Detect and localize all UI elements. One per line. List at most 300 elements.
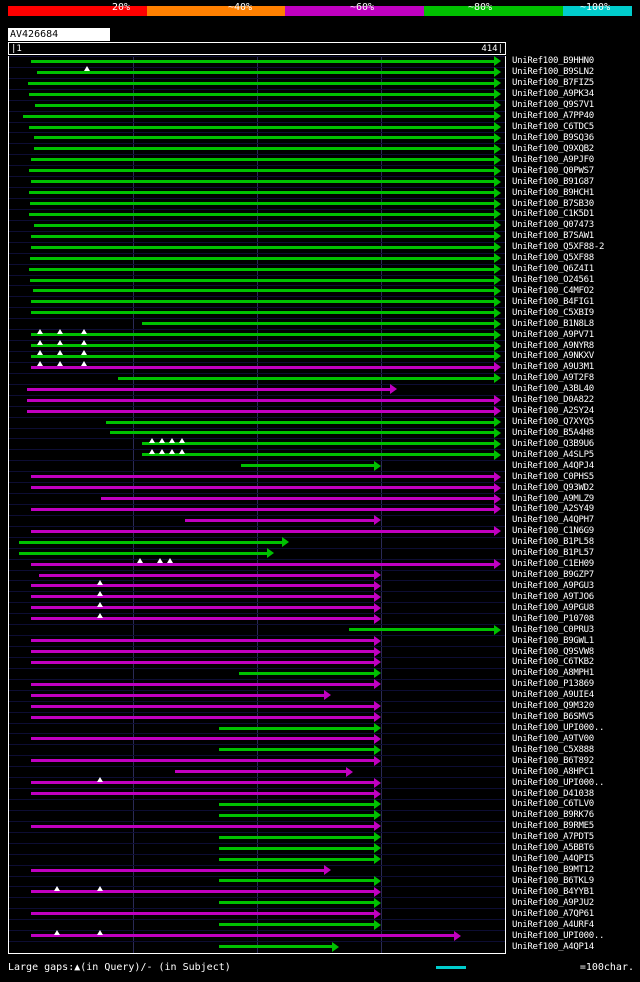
- hit-label[interactable]: UniRef100_A9TV00: [512, 733, 594, 744]
- alignment-bar[interactable]: [34, 224, 494, 227]
- alignment-bar[interactable]: [31, 508, 494, 511]
- row-separator: [9, 668, 505, 669]
- alignment-arrowhead: [374, 679, 381, 689]
- row-separator: [9, 154, 505, 155]
- alignment-bar[interactable]: [219, 923, 374, 926]
- hit-label[interactable]: UniRef100_A9MLZ9: [512, 493, 594, 504]
- scale-bar: [436, 966, 466, 969]
- row-separator: [9, 733, 505, 734]
- alignment-bar[interactable]: [349, 628, 494, 631]
- hit-label[interactable]: UniRef100_A4URF4: [512, 919, 594, 930]
- row-separator: [9, 242, 505, 243]
- alignment-bar[interactable]: [219, 748, 374, 751]
- alignment-arrowhead: [494, 297, 501, 307]
- row-separator: [9, 100, 505, 101]
- hit-label[interactable]: UniRef100_A9PJF0: [512, 154, 594, 165]
- alignment-arrowhead: [494, 89, 501, 99]
- gap-marker-icon: [159, 449, 165, 454]
- alignment-bar[interactable]: [29, 93, 494, 96]
- hit-label[interactable]: UniRef100_B9GWL1: [512, 635, 594, 646]
- hit-label[interactable]: UniRef100_Q93WD2: [512, 482, 594, 493]
- row-separator: [9, 165, 505, 166]
- alignment-bar[interactable]: [31, 737, 374, 740]
- hit-label[interactable]: UniRef100_B7SB30: [512, 198, 594, 209]
- alignment-arrowhead: [494, 231, 501, 241]
- alignment-bar[interactable]: [33, 289, 494, 292]
- hit-label[interactable]: UniRef100_Q5XF88: [512, 253, 594, 264]
- row-separator: [9, 580, 505, 581]
- row-separator: [9, 78, 505, 79]
- row-separator: [9, 657, 505, 658]
- hit-label-column: [512, 56, 638, 954]
- hit-label[interactable]: UniRef100_B9HHN0: [512, 56, 594, 67]
- alignment-bar[interactable]: [219, 836, 374, 839]
- hit-label[interactable]: UniRef100_A2SY24: [512, 406, 594, 417]
- gap-marker-icon: [81, 340, 87, 345]
- row-separator: [9, 373, 505, 374]
- alignment-arrowhead: [494, 406, 501, 416]
- alignment-arrowhead: [494, 286, 501, 296]
- hit-label[interactable]: UniRef100_C0PRU3: [512, 624, 594, 635]
- row-separator: [9, 930, 505, 931]
- alignment-arrowhead: [374, 778, 381, 788]
- alignment-bar[interactable]: [29, 191, 494, 194]
- alignment-bar[interactable]: [31, 912, 374, 915]
- alignment-bar[interactable]: [31, 683, 374, 686]
- alignment-bar[interactable]: [31, 792, 374, 795]
- alignment-arrowhead: [494, 253, 501, 263]
- gap-marker-icon: [179, 438, 185, 443]
- alignment-arrowhead: [332, 942, 339, 952]
- hit-label[interactable]: UniRef100_B4YYB1: [512, 886, 594, 897]
- hit-label[interactable]: UniRef100_B1N8L8: [512, 318, 594, 329]
- alignment-bar[interactable]: [31, 617, 374, 620]
- hit-label[interactable]: UniRef100_B7FIZ5: [512, 78, 594, 89]
- alignment-bar[interactable]: [31, 869, 324, 872]
- alignment-arrowhead: [494, 177, 501, 187]
- alignment-bar[interactable]: [19, 541, 282, 544]
- alignment-bar[interactable]: [175, 770, 346, 773]
- hit-label[interactable]: UniRef100_UPI000..: [512, 777, 605, 788]
- alignment-bar[interactable]: [219, 727, 374, 730]
- alignment-arrowhead: [494, 472, 501, 482]
- alignment-arrowhead: [494, 155, 501, 165]
- alignment-bar[interactable]: [31, 759, 374, 762]
- alignment-bar[interactable]: [31, 705, 374, 708]
- hit-label[interactable]: UniRef100_B9GZP7: [512, 570, 594, 581]
- legend-segment-2: [147, 6, 216, 16]
- hit-label[interactable]: UniRef100_B6T892: [512, 755, 594, 766]
- alignment-bar[interactable]: [27, 399, 494, 402]
- identity-legend: [8, 6, 632, 16]
- alignment-bar[interactable]: [239, 672, 374, 675]
- alignment-arrowhead: [374, 570, 381, 580]
- alignment-bar[interactable]: [31, 563, 494, 566]
- hit-label[interactable]: UniRef100_Q7XYQ5: [512, 417, 594, 428]
- alignment-bar[interactable]: [31, 311, 494, 314]
- hit-label[interactable]: UniRef100_A9NKXV: [512, 351, 594, 362]
- gap-marker-icon: [81, 361, 87, 366]
- hit-label[interactable]: UniRef100_B4FIG1: [512, 296, 594, 307]
- hit-label[interactable]: UniRef100_Q9M320: [512, 701, 594, 712]
- alignment-arrowhead: [494, 373, 501, 383]
- hit-label[interactable]: UniRef100_D0A822: [512, 395, 594, 406]
- hit-label[interactable]: UniRef100_Q9S7V1: [512, 100, 594, 111]
- row-separator: [9, 591, 505, 592]
- row-separator: [9, 471, 505, 472]
- row-separator: [9, 428, 505, 429]
- alignment-bar[interactable]: [219, 847, 374, 850]
- legend-label-2: ~60%: [350, 2, 375, 13]
- alignment-bar[interactable]: [31, 486, 494, 489]
- row-separator: [9, 646, 505, 647]
- row-separator: [9, 537, 505, 538]
- alignment-arrowhead: [374, 876, 381, 886]
- hit-label[interactable]: UniRef100_C1EH09: [512, 559, 594, 570]
- hit-label[interactable]: UniRef100_A9U3M1: [512, 362, 594, 373]
- alignment-arrowhead: [494, 308, 501, 318]
- alignment-bar[interactable]: [27, 410, 494, 413]
- hit-label[interactable]: UniRef100_Q3B9U6: [512, 438, 594, 449]
- gap-marker-icon: [81, 329, 87, 334]
- alignment-bar[interactable]: [39, 574, 374, 577]
- row-separator: [9, 854, 505, 855]
- alignment-arrowhead: [494, 362, 501, 372]
- alignment-bar[interactable]: [29, 213, 494, 216]
- alignment-arrowhead: [374, 843, 381, 853]
- hit-label[interactable]: UniRef100_Q9SVW8: [512, 646, 594, 657]
- alignment-bar[interactable]: [23, 115, 494, 118]
- alignment-arrowhead: [494, 133, 501, 143]
- alignment-bar[interactable]: [34, 147, 494, 150]
- hit-label[interactable]: UniRef100_C1K5D1: [512, 209, 594, 220]
- gap-marker-icon: [54, 930, 60, 935]
- gap-marker-icon: [97, 886, 103, 891]
- alignment-bar[interactable]: [31, 344, 494, 347]
- hit-label[interactable]: UniRef100_A9T2F8: [512, 373, 594, 384]
- gap-marker-icon: [167, 558, 173, 563]
- alignment-bar[interactable]: [31, 595, 374, 598]
- alignment-bar[interactable]: [19, 552, 267, 555]
- hit-label[interactable]: UniRef100_A9PGU3: [512, 580, 594, 591]
- hit-label[interactable]: UniRef100_A9NYR8: [512, 340, 594, 351]
- hit-label[interactable]: UniRef100_Q07473: [512, 220, 594, 231]
- gap-marker-icon: [169, 438, 175, 443]
- legend-segment-0: [8, 6, 77, 16]
- hit-label[interactable]: UniRef100_Q6Z4I1: [512, 264, 594, 275]
- hit-label[interactable]: UniRef100_A9PV71: [512, 329, 594, 340]
- row-separator: [9, 231, 505, 232]
- row-separator: [9, 122, 505, 123]
- alignment-arrowhead: [374, 461, 381, 471]
- alignment-arrowhead: [454, 931, 461, 941]
- gap-marker-icon: [149, 449, 155, 454]
- row-separator: [9, 296, 505, 297]
- hit-label[interactable]: UniRef100_A7PP40: [512, 111, 594, 122]
- hit-label[interactable]: UniRef100_P13869: [512, 679, 594, 690]
- alignment-bar[interactable]: [31, 60, 494, 63]
- alignment-bar[interactable]: [31, 180, 494, 183]
- alignment-arrowhead: [374, 515, 381, 525]
- alignment-arrowhead: [494, 330, 501, 340]
- alignment-bar[interactable]: [219, 879, 374, 882]
- hit-label[interactable]: UniRef100_A4QP14: [512, 941, 594, 952]
- row-separator: [9, 406, 505, 407]
- alignment-arrowhead: [374, 592, 381, 602]
- alignment-bar[interactable]: [219, 814, 374, 817]
- hit-label[interactable]: UniRef100_C6TKB2: [512, 657, 594, 668]
- alignment-bar[interactable]: [31, 825, 374, 828]
- alignment-arrowhead: [374, 614, 381, 624]
- hit-label[interactable]: UniRef100_A7PDT5: [512, 832, 594, 843]
- hit-label[interactable]: UniRef100_B9SQ36: [512, 132, 594, 143]
- hit-label[interactable]: UniRef100_A3BL40: [512, 384, 594, 395]
- row-separator: [9, 810, 505, 811]
- hit-label[interactable]: UniRef100_A9UIE4: [512, 690, 594, 701]
- alignment-arrowhead: [494, 526, 501, 536]
- hit-label[interactable]: UniRef100_A5BBT6: [512, 843, 594, 854]
- alignment-bar[interactable]: [31, 530, 494, 533]
- alignment-bar[interactable]: [110, 431, 494, 434]
- row-separator: [9, 143, 505, 144]
- row-separator: [9, 176, 505, 177]
- row-separator: [9, 799, 505, 800]
- alignment-arrowhead: [374, 636, 381, 646]
- hit-label[interactable]: UniRef100_A7QP61: [512, 908, 594, 919]
- alignment-bar[interactable]: [219, 803, 374, 806]
- row-separator: [9, 821, 505, 822]
- row-separator: [9, 384, 505, 385]
- hit-label[interactable]: UniRef100_Q0PWS7: [512, 165, 594, 176]
- hit-label[interactable]: UniRef100_C5XBI9: [512, 307, 594, 318]
- hit-label[interactable]: UniRef100_B9SLN2: [512, 67, 594, 78]
- row-separator: [9, 493, 505, 494]
- alignment-arrowhead: [374, 723, 381, 733]
- alignment-bar[interactable]: [35, 104, 494, 107]
- gap-marker-icon: [97, 777, 103, 782]
- gap-marker-icon: [149, 438, 155, 443]
- hit-label[interactable]: UniRef100_B6TKL9: [512, 875, 594, 886]
- hit-label[interactable]: UniRef100_B1PL58: [512, 537, 594, 548]
- hit-label[interactable]: UniRef100_A4QPH7: [512, 515, 594, 526]
- hit-label[interactable]: UniRef100_A9PK34: [512, 89, 594, 100]
- row-separator: [9, 613, 505, 614]
- hit-label[interactable]: UniRef100_D41038: [512, 788, 594, 799]
- alignment-arrowhead: [267, 548, 274, 558]
- row-separator: [9, 941, 505, 942]
- alignment-arrowhead: [494, 166, 501, 176]
- hit-label[interactable]: UniRef100_B9RME5: [512, 821, 594, 832]
- hit-label[interactable]: UniRef100_B6SMV5: [512, 712, 594, 723]
- alignment-bar[interactable]: [219, 945, 332, 948]
- alignment-arrowhead: [374, 810, 381, 820]
- alignment-bar[interactable]: [27, 388, 390, 391]
- alignment-bar[interactable]: [31, 716, 374, 719]
- alignment-arrowhead: [494, 625, 501, 635]
- row-separator: [9, 690, 505, 691]
- row-separator: [9, 198, 505, 199]
- row-separator: [9, 417, 505, 418]
- hit-label[interactable]: UniRef100_A9PGU8: [512, 602, 594, 613]
- gap-marker-icon: [54, 886, 60, 891]
- alignment-bar[interactable]: [31, 584, 374, 587]
- gap-marker-icon: [97, 613, 103, 618]
- ruler-end-tick: 414|: [481, 44, 503, 54]
- gap-marker-icon: [37, 340, 43, 345]
- row-separator: [9, 253, 505, 254]
- alignment-bar[interactable]: [219, 858, 374, 861]
- row-separator: [9, 897, 505, 898]
- alignment-bar[interactable]: [31, 694, 324, 697]
- alignment-bar[interactable]: [30, 202, 494, 205]
- alignment-bar[interactable]: [31, 475, 494, 478]
- hit-label[interactable]: UniRef100_A9TJO6: [512, 591, 594, 602]
- alignment-arrowhead: [374, 799, 381, 809]
- row-separator: [9, 395, 505, 396]
- ruler-start-tick: |1: [11, 44, 22, 54]
- gap-marker-icon: [37, 329, 43, 334]
- row-separator: [9, 482, 505, 483]
- alignment-bar[interactable]: [31, 606, 374, 609]
- row-separator: [9, 832, 505, 833]
- row-separator: [9, 624, 505, 625]
- row-separator: [9, 187, 505, 188]
- gap-marker-icon: [179, 449, 185, 454]
- hit-label[interactable]: UniRef100_A4QPI5: [512, 854, 594, 865]
- alignment-arrowhead: [390, 384, 397, 394]
- alignment-bar[interactable]: [106, 421, 494, 424]
- alignment-bar[interactable]: [31, 235, 494, 238]
- hit-label[interactable]: UniRef100_C6TDC5: [512, 122, 594, 133]
- alignment-bar[interactable]: [29, 126, 494, 129]
- row-separator: [9, 460, 505, 461]
- alignment-bar[interactable]: [28, 82, 494, 85]
- alignment-bar[interactable]: [31, 890, 374, 893]
- gap-marker-icon: [57, 350, 63, 355]
- alignment-bar[interactable]: [29, 169, 494, 172]
- alignment-plot: [8, 56, 506, 954]
- alignment-bar[interactable]: [31, 355, 494, 358]
- hit-label[interactable]: UniRef100_Q5XF88-2: [512, 242, 605, 253]
- hit-label[interactable]: UniRef100_A8HPC1: [512, 766, 594, 777]
- row-separator: [9, 318, 505, 319]
- alignment-arrowhead: [374, 712, 381, 722]
- row-separator: [9, 209, 505, 210]
- alignment-bar[interactable]: [31, 333, 494, 336]
- hit-label[interactable]: UniRef100_A9PJU2: [512, 897, 594, 908]
- alignment-bar[interactable]: [30, 279, 494, 282]
- hit-label[interactable]: UniRef100_A2SY49: [512, 504, 594, 515]
- alignment-bar[interactable]: [142, 453, 494, 456]
- hit-label[interactable]: UniRef100_B7SAW1: [512, 231, 594, 242]
- alignment-arrowhead: [374, 647, 381, 657]
- alignment-bar[interactable]: [219, 901, 374, 904]
- query-name-box: AV426684: [8, 28, 110, 41]
- hit-label[interactable]: UniRef100_B5A4H8: [512, 427, 594, 438]
- hit-label[interactable]: UniRef100_C6TLV0: [512, 799, 594, 810]
- legend-label-3: ~80%: [468, 2, 493, 13]
- alignment-arrowhead: [494, 275, 501, 285]
- alignment-bar[interactable]: [31, 650, 374, 653]
- alignment-bar[interactable]: [31, 366, 494, 369]
- alignment-arrowhead: [494, 78, 501, 88]
- row-separator: [9, 635, 505, 636]
- gap-marker-icon: [97, 930, 103, 935]
- hit-label[interactable]: UniRef100_Q9XQB2: [512, 143, 594, 154]
- row-separator: [9, 111, 505, 112]
- hit-label[interactable]: UniRef100_C0PHS5: [512, 471, 594, 482]
- alignment-bar[interactable]: [241, 464, 374, 467]
- hit-label[interactable]: UniRef100_B91G87: [512, 176, 594, 187]
- alignment-bar[interactable]: [31, 639, 374, 642]
- hit-label[interactable]: UniRef100_C5X888: [512, 744, 594, 755]
- hit-label[interactable]: UniRef100_B9RK76: [512, 810, 594, 821]
- alignment-arrowhead: [374, 854, 381, 864]
- legend-label-1: ~40%: [228, 2, 253, 13]
- alignment-arrowhead: [494, 209, 501, 219]
- alignment-bar[interactable]: [31, 246, 494, 249]
- query-ruler: [8, 42, 506, 55]
- alignment-arrowhead: [374, 657, 381, 667]
- hit-label[interactable]: UniRef100_O24561: [512, 275, 594, 285]
- row-separator: [9, 876, 505, 877]
- alignment-bar[interactable]: [29, 268, 494, 271]
- hit-label[interactable]: UniRef100_P10708: [512, 613, 594, 624]
- hit-label[interactable]: UniRef100_A8MPH1: [512, 668, 594, 679]
- alignment-bar[interactable]: [185, 519, 374, 522]
- scale-label: =100char.: [579, 962, 634, 973]
- alignment-bar[interactable]: [31, 781, 374, 784]
- hit-label[interactable]: UniRef100_B9MT12: [512, 865, 594, 876]
- alignment-arrowhead: [494, 504, 501, 514]
- alignment-bar[interactable]: [142, 442, 494, 445]
- alignment-bar[interactable]: [37, 71, 494, 74]
- alignment-bar[interactable]: [30, 257, 494, 260]
- gap-marker-icon: [137, 558, 143, 563]
- row-separator: [9, 766, 505, 767]
- alignment-arrowhead: [494, 439, 501, 449]
- alignment-bar[interactable]: [118, 377, 494, 380]
- alignment-bar[interactable]: [34, 136, 494, 139]
- row-separator: [9, 515, 505, 516]
- gap-marker-icon: [97, 591, 103, 596]
- hit-label[interactable]: UniRef100_UPI000..: [512, 930, 605, 941]
- alignment-bar[interactable]: [31, 661, 374, 664]
- alignment-bar[interactable]: [142, 322, 494, 325]
- row-separator: [9, 679, 505, 680]
- hit-label[interactable]: UniRef100_B1PL57: [512, 548, 594, 559]
- hit-label[interactable]: UniRef100_A4SLP5: [512, 449, 594, 460]
- gap-marker-icon: [97, 580, 103, 585]
- row-separator: [9, 570, 505, 571]
- alignment-bar[interactable]: [31, 158, 494, 161]
- row-separator: [9, 449, 505, 450]
- alignment-arrowhead: [494, 319, 501, 329]
- alignment-bar[interactable]: [31, 934, 454, 937]
- alignment-arrowhead: [494, 122, 501, 132]
- row-separator: [9, 744, 505, 745]
- alignment-arrowhead: [374, 832, 381, 842]
- hit-label[interactable]: UniRef100_C1N6G9: [512, 526, 594, 537]
- gap-marker-icon: [37, 350, 43, 355]
- alignment-bar[interactable]: [31, 300, 494, 303]
- legend-label-0: 20%: [112, 2, 131, 13]
- hit-label[interactable]: UniRef100_A4QPJ4: [512, 460, 594, 471]
- hit-label[interactable]: UniRef100_UPI000..: [512, 723, 605, 733]
- alignment-bar[interactable]: [101, 497, 494, 500]
- hit-label[interactable]: UniRef100_B9HCH1: [512, 187, 594, 198]
- hit-label[interactable]: UniRef100_C4MFO2: [512, 285, 594, 296]
